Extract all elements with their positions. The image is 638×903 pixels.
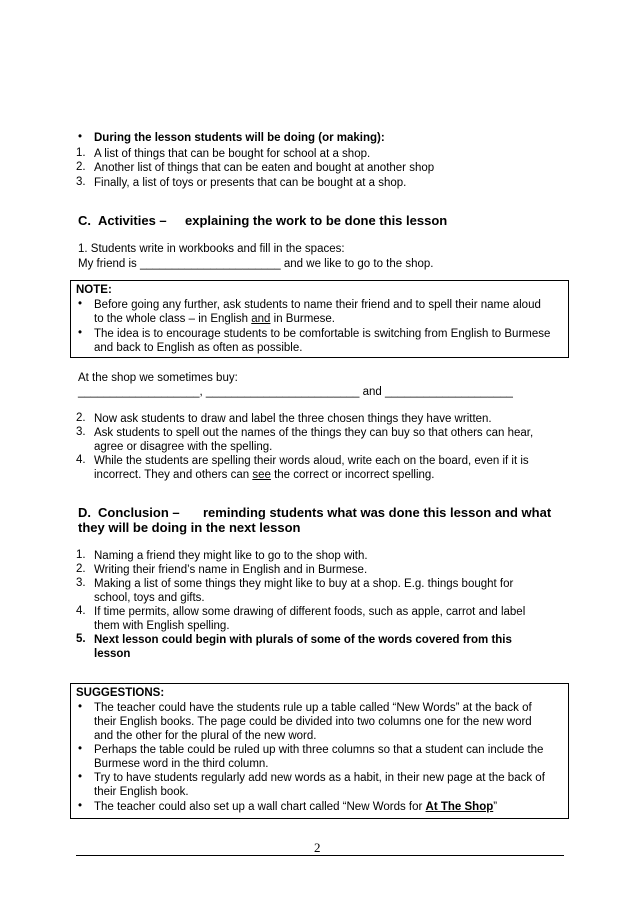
step-3-line-2: agree or disagree with the spelling. [94, 441, 273, 453]
section-d-title-c: they will be doing in the next lesson [78, 520, 301, 535]
list-item: A list of things that can be bought for school at a shop. [94, 148, 371, 160]
conclusion-item-1: Naming a friend they might like to go to the shop with. [94, 550, 368, 562]
suggestion-1-line-1: The teacher could have the students rule up a table called “New Words” at the back of [94, 702, 532, 714]
conclusion-item-3-line-1: Making a list of some things they might like to buy at a shop. E.g. things bought for [94, 578, 514, 590]
shop-line-1: At the shop we sometimes buy: [78, 372, 238, 384]
bullet-icon: • [78, 701, 83, 713]
list-number: 1. [76, 549, 86, 561]
suggestions-title: SUGGESTIONS: [76, 687, 165, 699]
page-number: 2 [314, 840, 321, 855]
section-d-title-b: reminding students what was done this lesson and what [203, 505, 552, 520]
note-bullet-1-line-1: Before going any further, ask students to name their friend and to spell their name aloud [94, 299, 541, 311]
list-number: 3. [76, 426, 86, 438]
step-underlined-word: see [252, 469, 271, 481]
list-number: 3. [76, 577, 86, 589]
footer-rule [76, 855, 564, 856]
section-d-letter: D. [78, 505, 91, 520]
step-3-line-1: Ask students to spell out the names of the things they can buy so that others can hear, [94, 427, 534, 439]
note-text: to the whole class – in English [94, 313, 252, 325]
step-2: Now ask students to draw and label the three chosen things they have written. [94, 413, 492, 425]
list-number: 1. [76, 147, 86, 159]
list-number: 2. [76, 412, 86, 424]
step-text: incorrect. They and others can [94, 469, 253, 481]
bullet-icon: • [78, 131, 83, 143]
bullet-icon: • [78, 743, 83, 755]
section-c-title-a: Activities – [98, 213, 167, 228]
bullet-icon: • [78, 800, 83, 812]
note-bullet-2-line-1: The idea is to encourage students to be comfortable is switching from English to Burmese [94, 328, 551, 340]
step-4-line-1: While the students are spelling their words aloud, write each on the board, even if it is [94, 455, 529, 467]
step-text: the correct or incorrect spelling. [270, 469, 435, 481]
list-number: 4. [76, 454, 86, 466]
bullet-icon: • [78, 327, 83, 339]
suggestion-1-line-3: and the other for the plural of the new word. [94, 730, 317, 742]
section-c-title-b: explaining the work to be done this lesson [185, 213, 448, 228]
suggestion-3-line-1: Try to have students regularly add new words as a habit, in their new page at the back of [94, 772, 545, 784]
section-d-title-a: Conclusion – [98, 505, 180, 520]
conclusion-item-4-line-1: If time permits, allow some drawing of different foods, such as apple, carrot and label [94, 606, 526, 618]
suggestion-4 [94, 800, 497, 814]
suggestion-2-line-1: Perhaps the table could be ruled up with three columns so that a student can include the [94, 744, 544, 756]
note-title: NOTE: [76, 284, 112, 296]
list-number: 2. [76, 161, 86, 173]
suggestion-emphasis: At The Shop [425, 801, 494, 813]
lesson-making-heading: During the lesson students will be doing (or making): [94, 132, 385, 144]
section-c-step1: 1. Students write in workbooks and fill in the spaces: [78, 243, 345, 255]
friend-fill-line: My friend is ______________________ and we like to go to the shop. [78, 258, 434, 270]
suggestion-text: ” [493, 801, 498, 813]
bullet-icon: • [78, 298, 83, 310]
shop-fill-line: ___________________, ________________________ and ____________________ [78, 386, 513, 398]
list-number: 4. [76, 605, 86, 617]
note-underlined-word: and [251, 313, 271, 325]
conclusion-item-3-line-2: school, toys and gifts. [94, 592, 205, 604]
list-number: 5. [76, 633, 86, 645]
note-bullet-2-line-2: and back to English as often as possible. [94, 342, 303, 354]
conclusion-item-2: Writing their friend’s name in English and in Burmese. [94, 564, 368, 576]
suggestion-2-line-2: Burmese word in the third column. [94, 758, 269, 770]
suggestion-3-line-2: their English book. [94, 786, 189, 798]
section-c-letter: C. [78, 213, 91, 228]
list-number: 3. [76, 176, 86, 188]
note-text: in Burmese. [270, 313, 336, 325]
list-item: Finally, a list of toys or presents that can be bought at a shop. [94, 177, 407, 189]
note-bullet-1-line-2 [94, 312, 335, 326]
list-item: Another list of things that can be eaten and bought at another shop [94, 162, 435, 174]
suggestion-1-line-2: their English books. The page could be divided into two columns one for the new word [94, 716, 532, 728]
suggestion-text: The teacher could also set up a wall chart called “New Words for [94, 801, 426, 813]
list-number: 2. [76, 563, 86, 575]
step-4-line-2 [94, 468, 435, 482]
conclusion-item-5-line-1: Next lesson could begin with plurals of some of the words covered from this [94, 634, 512, 646]
conclusion-item-5-line-2: lesson [94, 648, 131, 660]
conclusion-item-4-line-2: them with English spelling. [94, 620, 230, 632]
bullet-icon: • [78, 771, 83, 783]
